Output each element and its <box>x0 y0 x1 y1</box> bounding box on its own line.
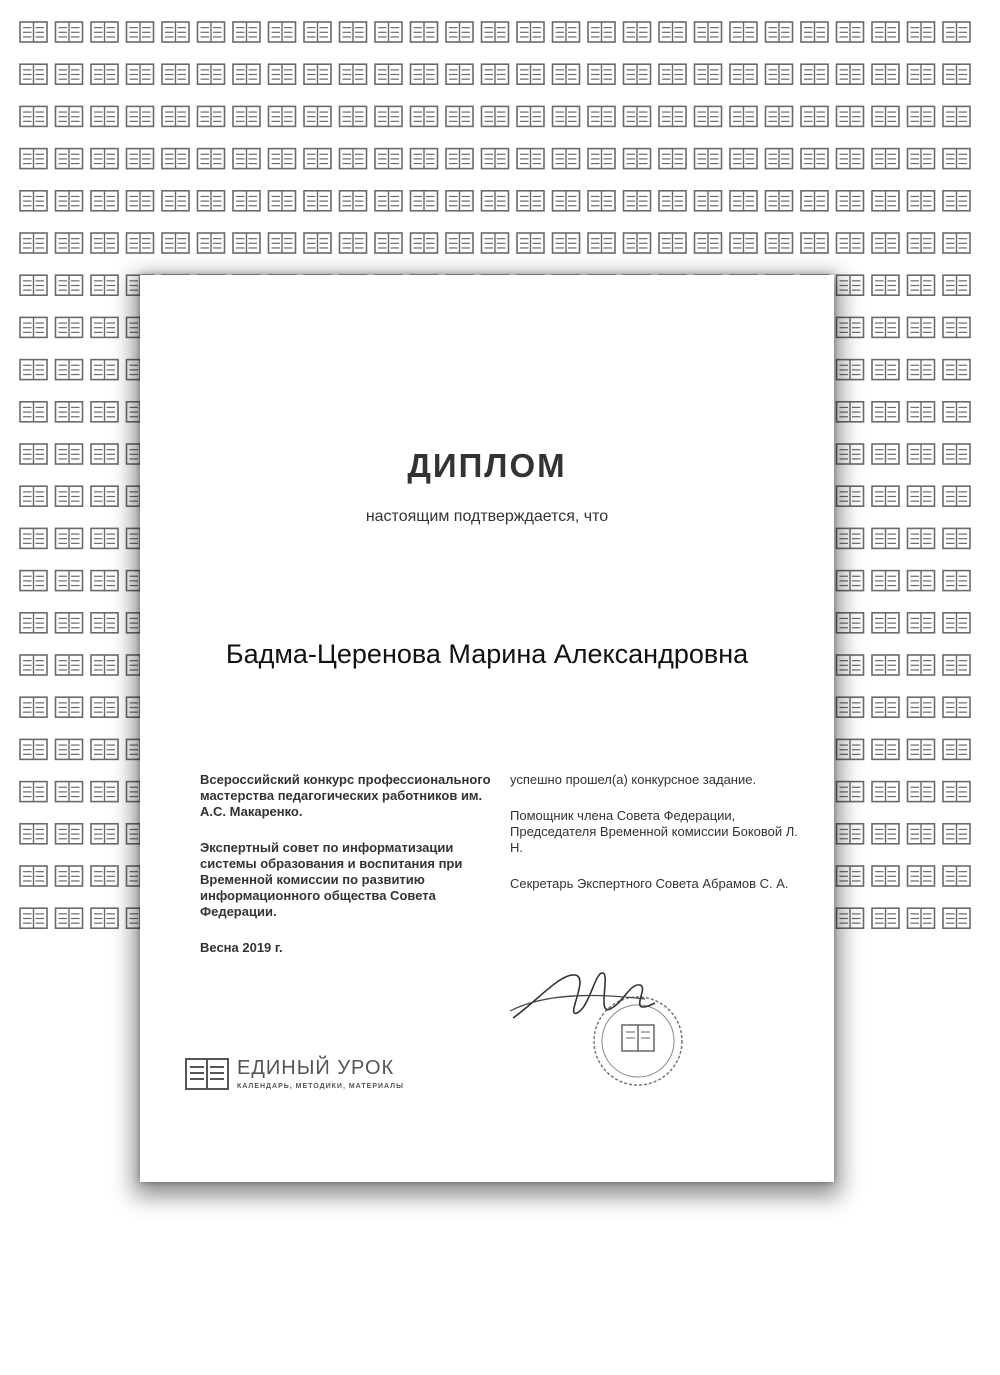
right-column <box>510 772 810 912</box>
logo-tagline: КАЛЕНДАРЬ, МЕТОДИКИ, МАТЕРИАЛЫ <box>237 1083 404 1090</box>
assistant-text: Помощник члена Совета Федерации, Председателя Временной комиссии Боковой Л. Н. <box>510 808 798 855</box>
logo <box>185 1057 404 1096</box>
diploma-sheet <box>140 275 834 1182</box>
contest-text: Всероссийский конкурс профессионального мастерства педагогических работников им. А.С. Макаренко. <box>200 772 491 819</box>
book-icon <box>185 1057 229 1091</box>
council-text: Экспертный совет по информатизации системы образования и воспитания при Временной комиссии по развитию информационного общества Совета Федерации. <box>200 840 463 919</box>
logo-title: ЕДИНЫЙ УРОК <box>237 1057 395 1079</box>
date-text: Весна 2019 г. <box>200 940 283 955</box>
secretary-text: Секретарь Экспертного Совета Абрамов С. А. <box>510 876 789 891</box>
left-column <box>200 772 500 976</box>
result-text: успешно прошел(а) конкурсное задание. <box>510 772 757 787</box>
diploma-title: ДИПЛОМ <box>407 447 567 484</box>
diploma-subtitle: настоящим подтверждается, что <box>365 508 609 525</box>
recipient-name: Бадма-Церенова Марина Александровна <box>225 639 749 669</box>
signature <box>505 963 665 1033</box>
